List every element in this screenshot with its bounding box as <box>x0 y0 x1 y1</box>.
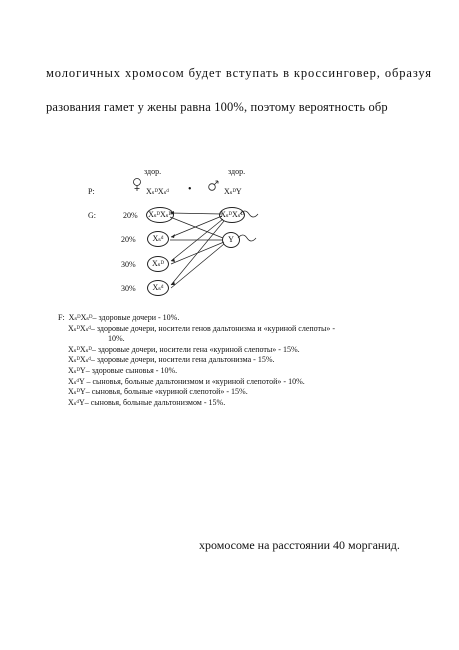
male-symbol <box>209 184 216 191</box>
cross-lines <box>82 160 292 300</box>
gamete-percent: 20% <box>123 211 138 220</box>
father-health-label: здор. <box>228 167 246 176</box>
g-label: G: <box>88 211 96 220</box>
offspring-row: 10%. <box>108 334 125 344</box>
female-symbol <box>134 179 141 186</box>
father-gamete: Y <box>222 232 240 248</box>
offspring-row: XₛᴰY– сыновья, больные «куриной слепотой» - 15%. <box>68 387 248 397</box>
text-line-3: хромосоме на расстоянии 40 морганид. <box>199 538 400 552</box>
offspring-list <box>58 313 335 408</box>
offspring-row: XₛᵈY– сыновья, больные дальтонизмом - 15%. <box>68 397 226 407</box>
genetic-cross-scheme <box>82 160 292 300</box>
f-label: F: <box>58 313 65 322</box>
p-label: P: <box>88 187 95 196</box>
gamete-percent: 30% <box>121 284 136 293</box>
offspring-row: XₛᴰXₛᴰ– здоровые дочери, носители гена «куриной слепоты» - 15%. <box>68 344 300 354</box>
gamete-percent: 30% <box>121 260 136 269</box>
offspring-row: XₛᵈY – сыновья, больные дальтонизмом и «куриной слепотой» - 10%. <box>68 376 305 386</box>
offspring-row: XₛᴰXₛᴰ– здоровые дочери - 10%. <box>68 313 180 322</box>
text-line-1: мологичных хромосом будет вступать в кроссинговер, образуя <box>46 66 432 80</box>
mother-genotype: XₛᴰXₛᵈ <box>146 187 169 196</box>
text-line-2: разования гамет у жены равна 100%, поэтому вероятность обр <box>46 100 388 114</box>
offspring-row: XₛᴰXₛᵈ– здоровые дочери, носители гена дальтонизма - 15%. <box>68 355 275 365</box>
mother-health-label: здор. <box>144 167 162 176</box>
mother-gamete: XₛᴰXₛᴰ <box>146 207 174 223</box>
mother-gamete: Xₛᴰ <box>147 256 169 272</box>
gamete-percent: 20% <box>121 235 136 244</box>
mother-gamete: Xₛᵈ <box>147 280 169 296</box>
mother-gamete: Xₛᵈ <box>147 231 169 247</box>
cross-dot: • <box>188 184 192 195</box>
offspring-row: XₛᴰY– здоровые сыновья - 10%. <box>68 365 178 375</box>
father-gamete: XₛᴰXₛᴰ <box>219 207 245 223</box>
father-genotype: XₛᴰY <box>224 187 242 196</box>
offspring-row: XₛᴰXₛᵈ– здоровые дочери, носители генов дальтонизма и «куриной слепоты» - <box>68 323 336 333</box>
